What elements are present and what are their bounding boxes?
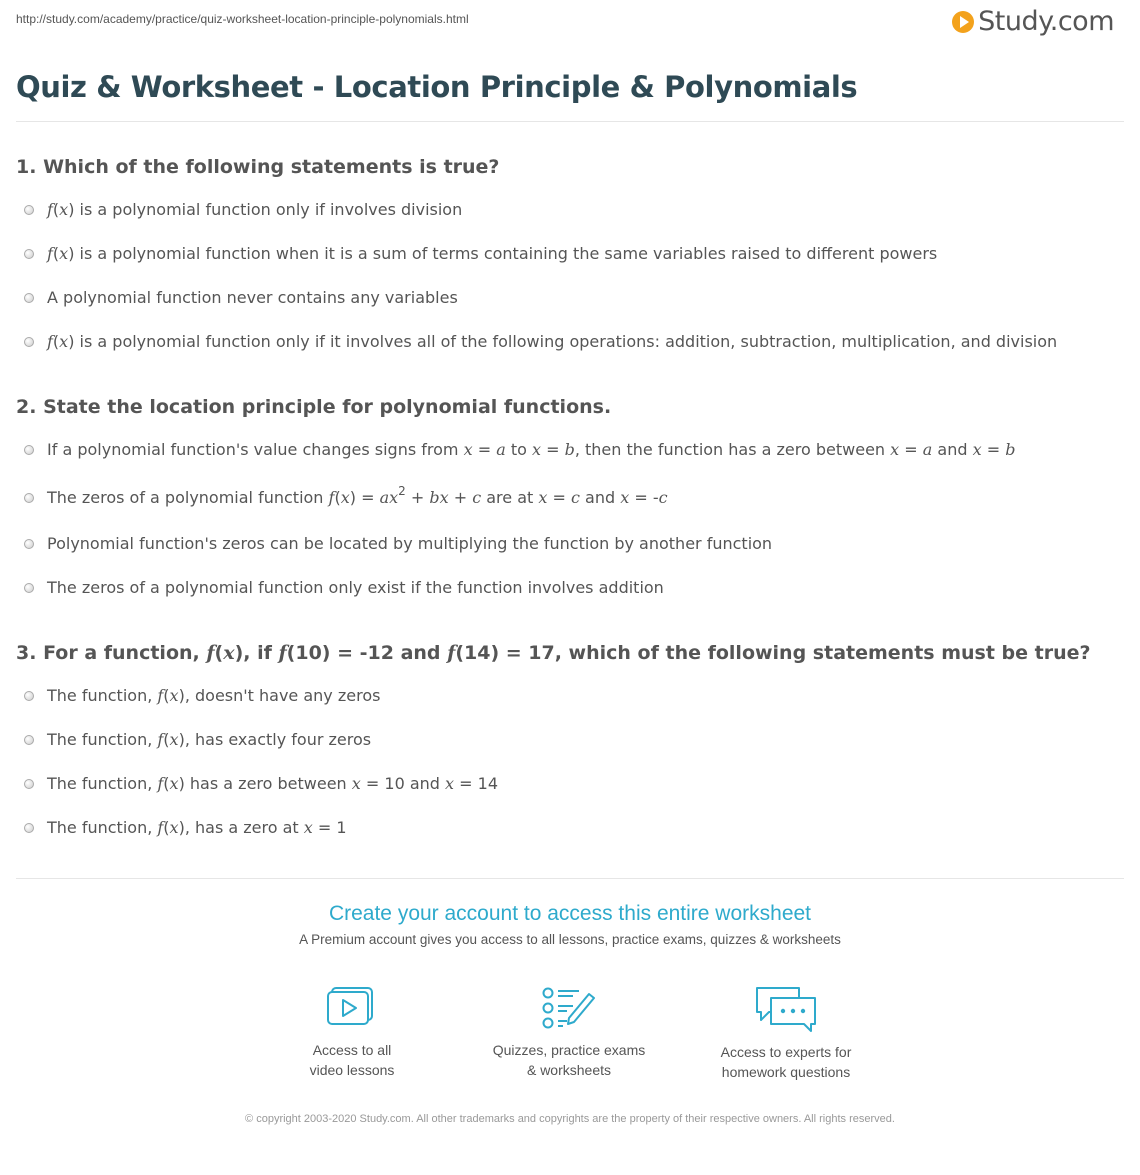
answer-text: The function, f(x), has a zero at x = 1: [47, 818, 347, 837]
radio-button[interactable]: [24, 583, 34, 593]
answer-option[interactable]: [24, 200, 462, 219]
answer-text: The zeros of a polynomial function $f(x) = ax^2$ + bx + c are at x = c and x = -c: [47, 484, 668, 507]
radio-button[interactable]: [24, 691, 34, 701]
question-3-text: For a function, f(x), if f(10) = -12 and f(14) = 17, which of the following statements must be true?: [43, 642, 1091, 664]
radio-button[interactable]: [24, 249, 34, 259]
radio-button[interactable]: [24, 735, 34, 745]
answer-text: The function, f(x) has a zero between x = 10 and x = 14: [47, 774, 498, 793]
answer-text: If a polynomial function's value changes signs from x = a to x = b, then the function has a zero between x = a and x = b: [47, 440, 1016, 459]
radio-button[interactable]: [24, 205, 34, 215]
title-divider: [16, 121, 1124, 122]
answer-text: The zeros of a polynomial function only exist if the function involves addition: [47, 578, 664, 597]
radio-button[interactable]: [24, 823, 34, 833]
question-3: [16, 642, 1091, 664]
radio-button[interactable]: [24, 293, 34, 303]
feature-label-line: Access to experts for: [720, 1044, 852, 1060]
page-url: http://study.com/academy/practice/quiz-worksheet-location-principle-polynomials.html: [16, 12, 469, 26]
play-circle-logo-icon: [952, 11, 974, 33]
answer-option[interactable]: [24, 774, 498, 793]
question-2: [16, 396, 611, 418]
answer-text: Polynomial function's zeros can be located by multiplying the function by another function: [47, 534, 773, 553]
question-2-text: State the location principle for polynomial functions.: [43, 396, 612, 418]
answer-option[interactable]: [24, 484, 668, 507]
question-2-number: 2.: [16, 396, 37, 418]
cta-title-link[interactable]: Create your account to access this entire worksheet: [328, 902, 812, 925]
answer-text: The function, f(x), has exactly four zeros: [47, 730, 372, 749]
radio-button[interactable]: [24, 779, 34, 789]
feature-label-line: Access to all: [312, 1042, 392, 1058]
answer-option[interactable]: [24, 730, 371, 749]
logo-text: Study.com: [978, 6, 1114, 37]
question-1-number: 1.: [16, 156, 37, 178]
radio-button[interactable]: [24, 337, 34, 347]
question-3-number: 3.: [16, 642, 37, 664]
study-logo[interactable]: [952, 6, 1114, 37]
answer-text: A polynomial function never contains any variables: [47, 288, 458, 307]
chat-bubbles-icon: [753, 984, 819, 1034]
section-divider: [16, 878, 1124, 879]
feature-label-line: video lessons: [309, 1062, 395, 1078]
answer-text: f(x) is a polynomial function when it is a sum of terms containing the same variables raised to different powers: [47, 244, 938, 263]
feature-label-line: homework questions: [721, 1064, 851, 1080]
answer-option[interactable]: [24, 244, 937, 263]
answer-option[interactable]: [24, 534, 772, 553]
answer-option[interactable]: [24, 686, 380, 705]
answer-option[interactable]: [24, 288, 458, 307]
feature-label-line: Quizzes, practice exams: [492, 1042, 646, 1058]
feature-quizzes: [469, 984, 669, 1080]
cta-subtitle: A Premium account gives you access to all lessons, practice exams, quizzes & worksheets: [299, 932, 841, 947]
radio-button[interactable]: [24, 493, 34, 503]
answer-option[interactable]: [24, 578, 664, 597]
answer-text: f(x) is a polynomial function only if it involves all of the following operations: addition, subtraction, multiplication, and division: [47, 332, 1058, 351]
quiz-checklist-icon: [539, 984, 599, 1032]
answer-option[interactable]: [24, 440, 1015, 459]
answer-option[interactable]: [24, 332, 1057, 351]
copyright-text: © copyright 2003-2020 Study.com. All other trademarks and copyrights are the property of their respective owners. All rights reserved.: [245, 1113, 895, 1125]
answer-option[interactable]: [24, 818, 347, 837]
answer-text: f(x) is a polynomial function only if involves division: [47, 200, 463, 219]
page-title: Quiz & Worksheet - Location Principle & Polynomials: [16, 70, 858, 104]
radio-button[interactable]: [24, 539, 34, 549]
radio-button[interactable]: [24, 445, 34, 455]
feature-video-lessons: [252, 984, 452, 1080]
feature-label-line: & worksheets: [526, 1062, 612, 1078]
question-1: [16, 156, 499, 178]
feature-experts: [686, 984, 886, 1082]
video-lesson-icon: [324, 984, 380, 1032]
question-1-text: Which of the following statements is true?: [43, 156, 500, 178]
answer-text: The function, f(x), doesn't have any zeros: [47, 686, 381, 705]
